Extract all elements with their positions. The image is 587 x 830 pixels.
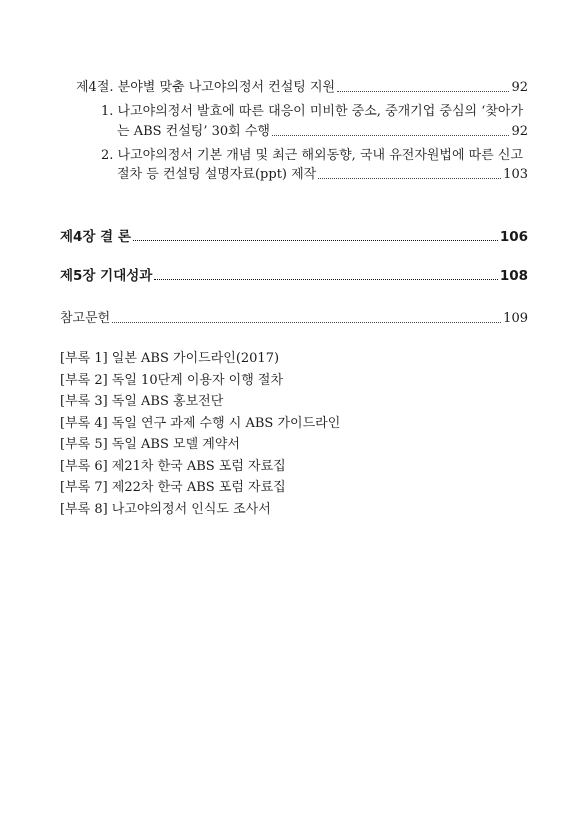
toc-entry-chapter-4[interactable]	[60, 229, 528, 245]
toc-chapter-title: 제4장 결 론	[60, 229, 131, 245]
toc-entry-references[interactable]	[60, 311, 528, 327]
appendix-item[interactable]: [부록 7] 제22차 한국 ABS 포럼 자료집	[60, 480, 286, 495]
toc-page-number: 108	[499, 268, 528, 284]
toc-entry-text: 제4절. 분야별 맞춤 나고야의정서 컨설팅 지원	[76, 80, 336, 95]
toc-entry-text: 는 ABS 컨설팅’ 30회 수행	[117, 124, 270, 139]
appendix-item[interactable]: [부록 5] 독일 ABS 모델 계약서	[60, 437, 240, 452]
toc-entry-section-4[interactable]	[76, 80, 528, 96]
toc-page-number: 103	[503, 167, 528, 182]
dot-leader	[318, 177, 501, 179]
toc-entry-text: 참고문헌	[60, 311, 111, 326]
appendix-item[interactable]: [부록 3] 독일 ABS 홍보전단	[60, 394, 224, 409]
dot-leader	[272, 134, 509, 136]
dot-leader	[154, 278, 497, 280]
toc-entry-item-2-line-1[interactable]	[101, 148, 523, 164]
appendix-item[interactable]: [부록 4] 독일 연구 과제 수행 시 ABS 가이드라인	[60, 415, 341, 431]
appendix-item[interactable]: [부록 6] 제21차 한국 ABS 포럼 자료집	[60, 458, 286, 474]
toc-page-number: 92	[511, 80, 528, 95]
toc-chapter-title: 제5장 기대성과	[60, 268, 153, 284]
toc-entry-item-2-line-2[interactable]	[117, 167, 528, 183]
dot-leader	[133, 239, 498, 241]
dot-leader	[337, 90, 509, 92]
toc-page-number: 92	[511, 124, 528, 139]
appendix-item[interactable]: [부록 1] 일본 ABS 가이드라인(2017)	[60, 351, 280, 366]
appendix-item[interactable]: [부록 2] 독일 10단계 이용자 이행 절차	[60, 372, 284, 388]
toc-entry-item-1-line-2[interactable]	[117, 124, 528, 140]
appendix-item[interactable]: [부록 8] 나고야의정서 인식도 조사서	[60, 501, 271, 517]
appendix-list	[60, 348, 340, 520]
toc-entry-chapter-5[interactable]	[60, 268, 528, 284]
toc-entry-text: 2. 나고야의정서 기본 개념 및 최근 해외동향, 국내 유전자원법에 따른 신고	[101, 148, 524, 163]
toc-entry-text: 절차 등 컨설팅 설명자료(ppt) 제작	[117, 167, 317, 182]
toc-entry-item-1-line-1[interactable]	[101, 104, 523, 120]
toc-entry-text: 1. 나고야의정서 발효에 따른 대응이 미비한 중소, 중개기업 중심의 ‘찾아가	[101, 104, 524, 119]
toc-page-number: 109	[503, 311, 528, 326]
dot-leader	[112, 321, 501, 323]
toc-page-number: 106	[499, 229, 528, 245]
